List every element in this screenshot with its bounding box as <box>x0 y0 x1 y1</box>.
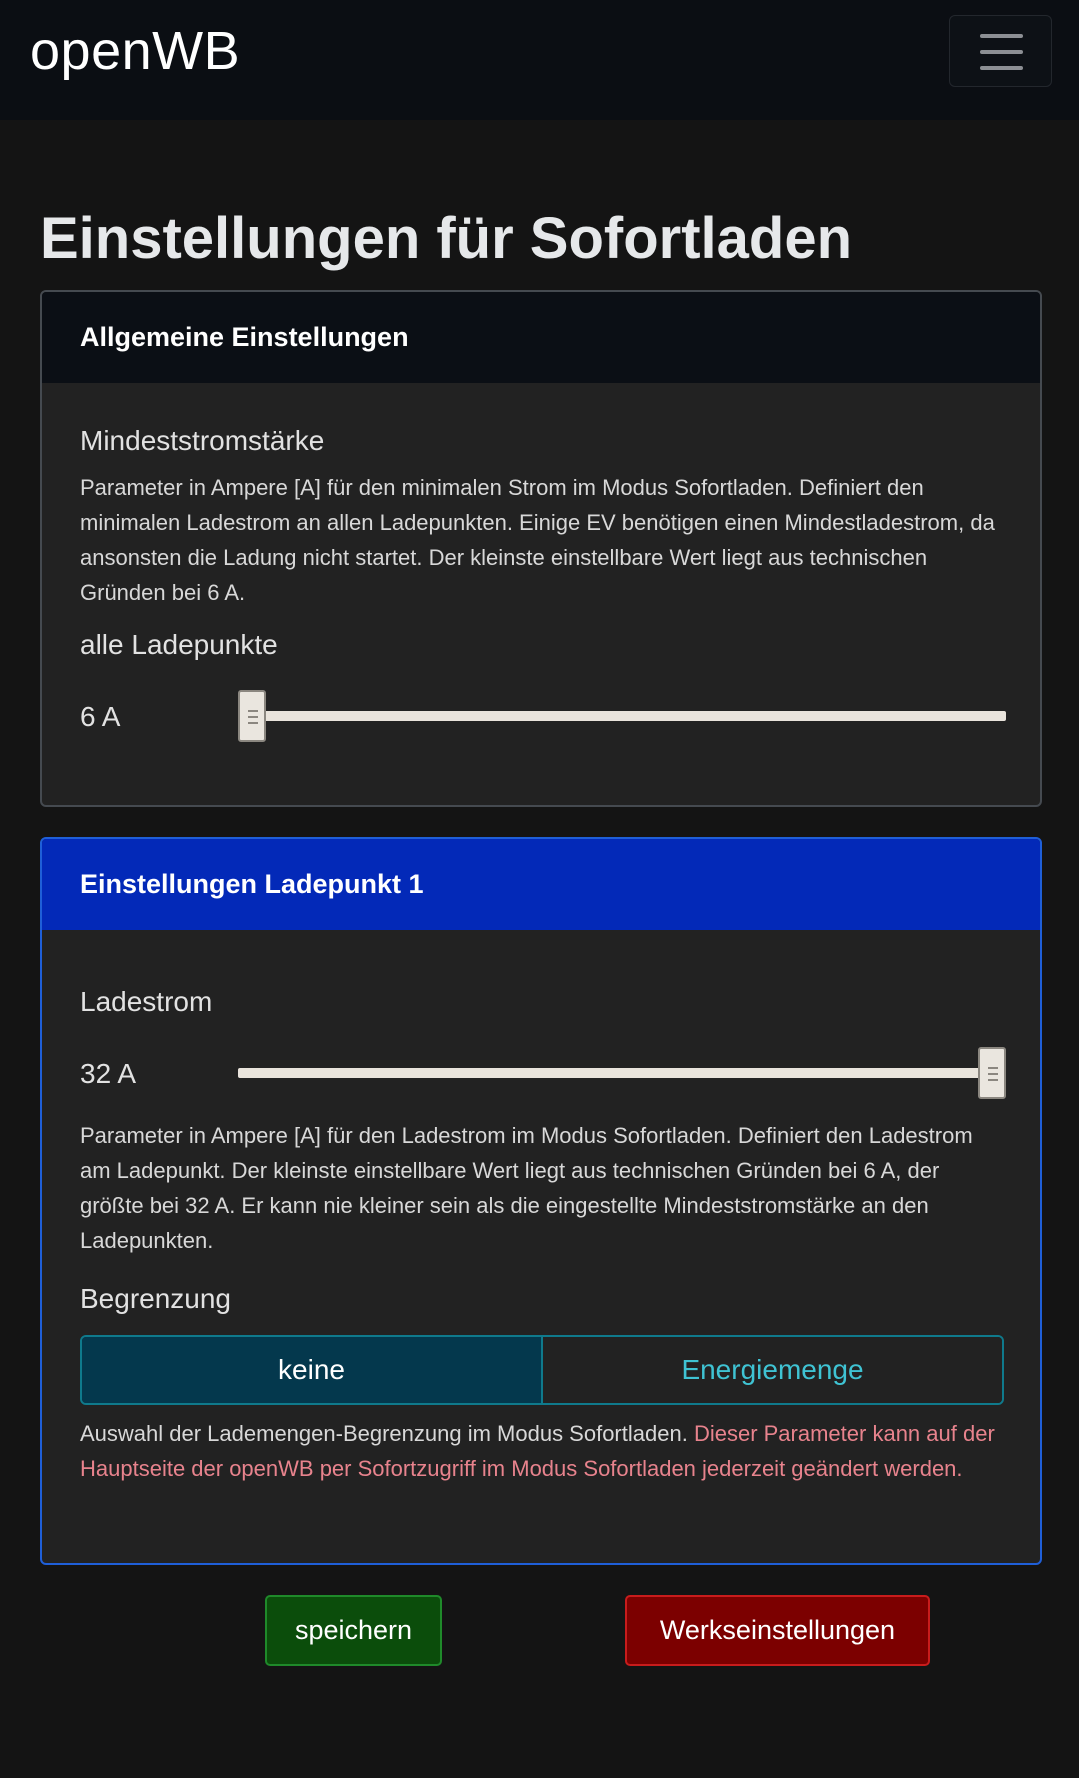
limit-option-energy[interactable]: Energiemenge <box>543 1337 1002 1403</box>
brand-logo[interactable]: openWB <box>30 21 241 81</box>
charge-current-description: Parameter in Ampere [A] für den Ladestrom im Modus Sofortladen. Definiert den Ladestrom am Ladepunkt. Der kleinste einstellbare Wert liegt aus technischen Gründen bei 6 A, der größte bei 32 A. Er kann nie kleiner sein als die eingestellte Mindeststromstärke an den Ladepunkten. <box>80 1123 973 1253</box>
chargepoint1-settings-card <box>40 837 1042 1565</box>
slider-track[interactable] <box>238 711 1006 721</box>
charge-current-label: Ladestrom <box>80 986 213 1017</box>
limit-label: Begrenzung <box>80 1283 232 1314</box>
general-settings-header: Allgemeine Einstellungen <box>42 292 1040 383</box>
limit-note-warning: Dieser Parameter kann auf der Hauptseite der openWB per Sofortzugriff im Modus Sofortladen jederzeit geändert werden. <box>80 1421 995 1481</box>
save-button[interactable]: speichern <box>265 1595 442 1666</box>
limit-note <box>80 1416 1000 1486</box>
slider-track[interactable] <box>238 1068 1006 1078</box>
min-current-slider[interactable] <box>238 696 1006 736</box>
limit-note-text: Auswahl der Lademengen-Begrenzung im Modus Sofortladen. <box>80 1421 688 1446</box>
min-current-value: 6 A <box>80 701 121 732</box>
limit-button-group <box>80 1335 1004 1405</box>
charge-current-value: 32 A <box>80 1058 137 1089</box>
all-chargepoints-label: alle Ladepunkte <box>80 629 278 660</box>
limit-option-none[interactable]: keine <box>82 1337 543 1403</box>
navbar <box>0 0 1079 120</box>
min-current-label: Mindeststromstärke <box>80 425 325 456</box>
slider-thumb[interactable] <box>238 690 266 742</box>
page-title: Einstellungen für Sofortladen <box>40 206 853 271</box>
hamburger-menu-icon[interactable] <box>949 15 1052 87</box>
slider-thumb[interactable] <box>978 1047 1006 1099</box>
min-current-description: Parameter in Ampere [A] für den minimalen Strom im Modus Sofortladen. Definiert den minimalen Ladestrom an allen Ladepunkten. Einige EV benötigen einen Mindestladestrom, da ansonsten die Ladung nicht startet. Der kleinste einstellbare Wert liegt aus technischen Gründen bei 6 A. <box>80 475 995 605</box>
factory-reset-button[interactable]: Werkseinstellungen <box>625 1595 930 1666</box>
charge-current-slider[interactable] <box>238 1053 1006 1093</box>
chargepoint1-settings-header: Einstellungen Ladepunkt 1 <box>42 839 1040 930</box>
general-settings-card <box>40 290 1042 807</box>
